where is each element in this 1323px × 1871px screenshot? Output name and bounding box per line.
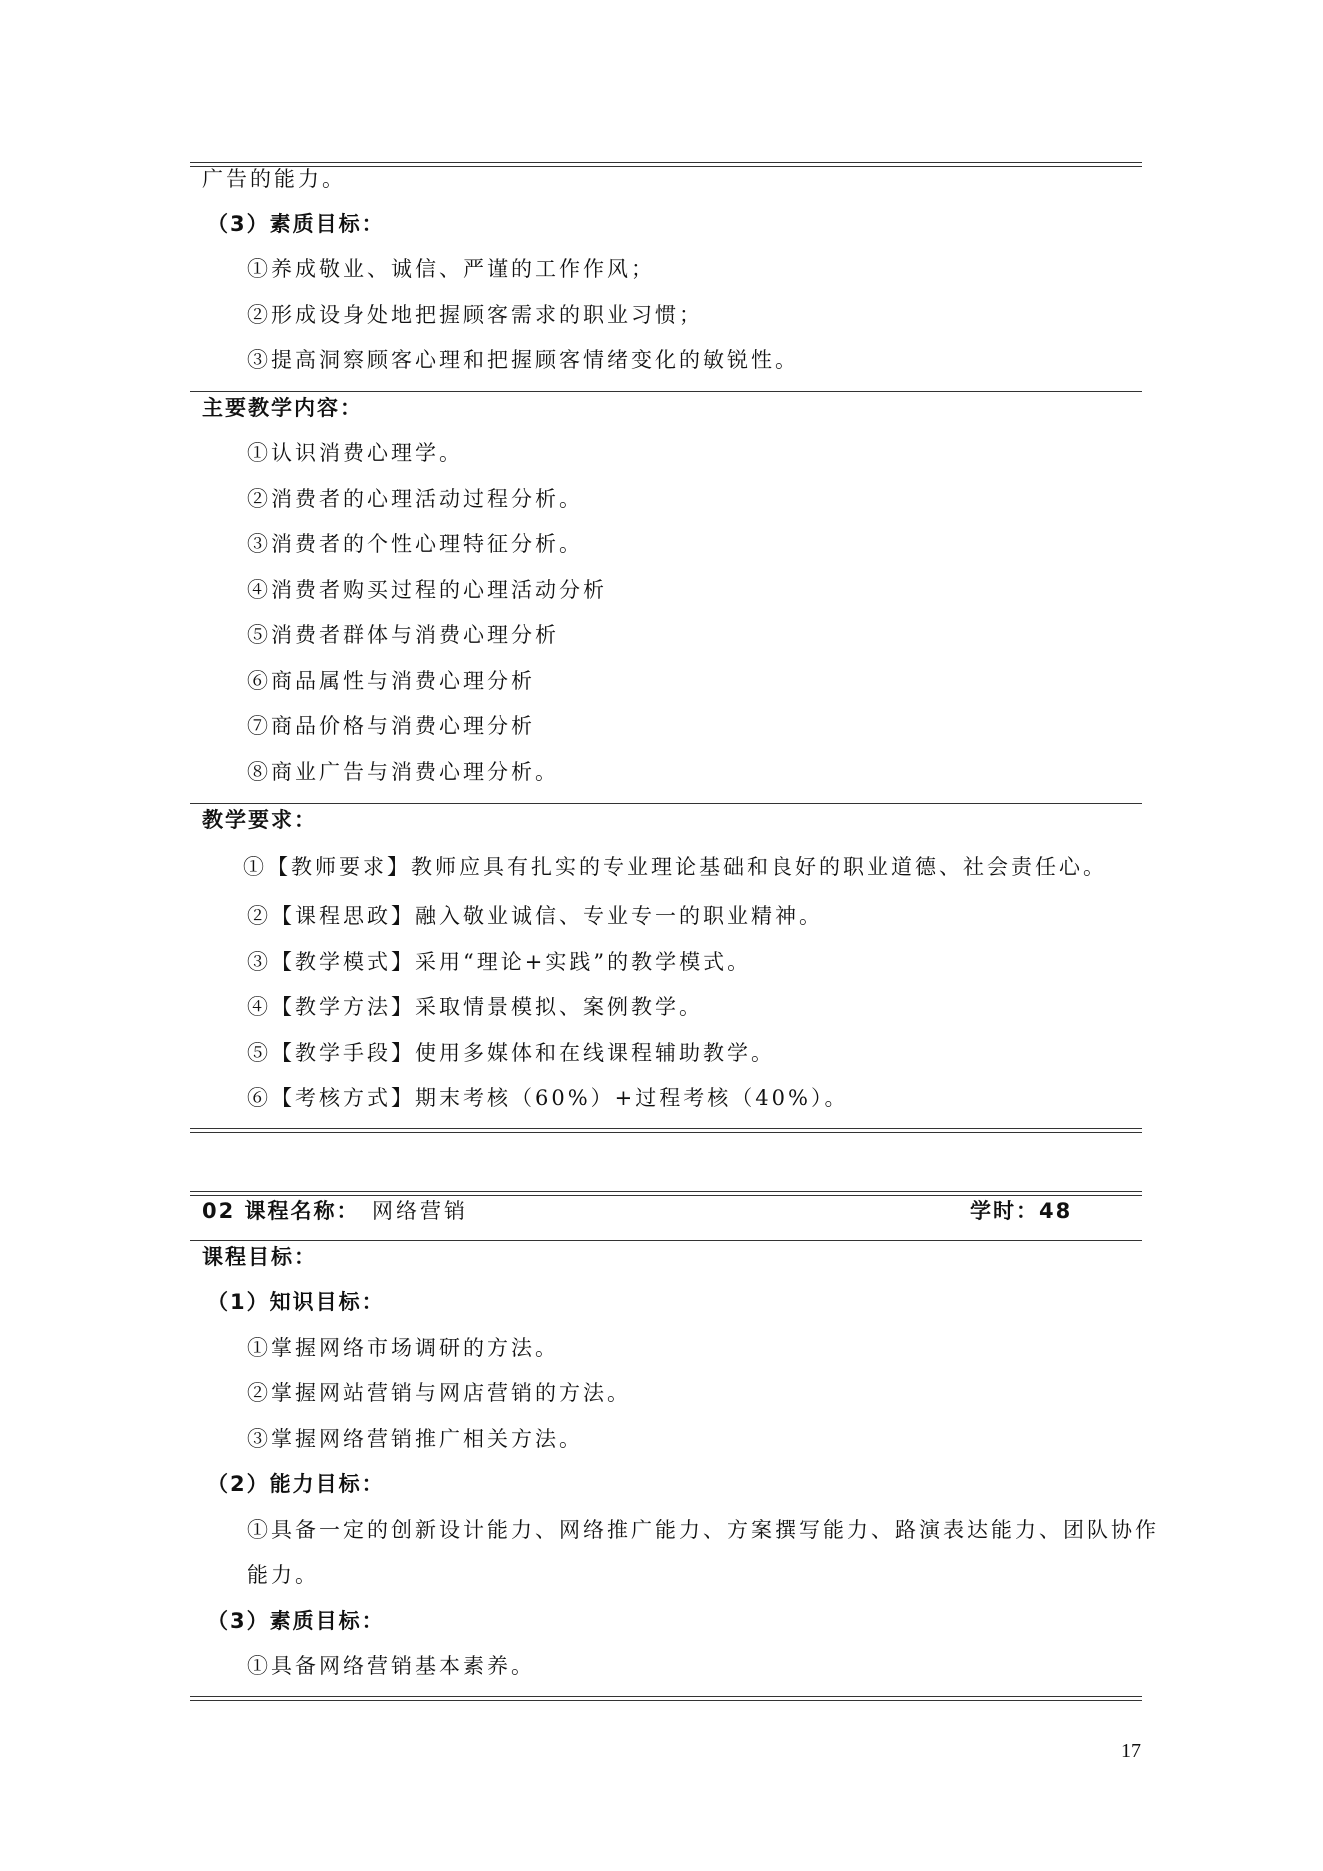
ability-heading: （2）能力目标： [207,1472,385,1496]
knowledge-heading: （1）知识目标： [207,1290,385,1314]
course-hours: 学时：48 [970,1199,1073,1223]
knowledge-item: ③掌握网络营销推广相关方法。 [247,1427,583,1451]
content-item: ①认识消费心理学。 [247,441,463,465]
content-item: ④消费者购买过程的心理活动分析 [247,578,607,602]
page-number: 17 [1121,1740,1141,1762]
section-end-rule [190,1128,1142,1133]
requirement-item: ⑥【考核方式】期末考核（60%）+过程考核（40%）。 [247,1086,849,1110]
requirements-heading: 教学要求： [202,808,317,832]
knowledge-item: ①掌握网络市场调研的方法。 [247,1336,559,1360]
requirement-item: ④【教学方法】采取情景模拟、案例教学。 [247,995,703,1019]
bottom-rule [190,1696,1142,1701]
content-item: ③消费者的个性心理特征分析。 [247,532,583,556]
course-name: 网络营销 [372,1199,468,1223]
divider [190,803,1142,804]
intro-continuation: 广告的能力。 [202,167,346,191]
content-item: ②消费者的心理活动过程分析。 [247,487,583,511]
content-item: ⑧商业广告与消费心理分析。 [247,760,559,784]
requirement-item: ②【课程思政】融入敬业诚信、专业专一的职业精神。 [247,904,823,928]
ability-item-continuation: 能力。 [247,1563,319,1587]
quality-item: ③提高洞察顾客心理和把握顾客情绪变化的敏锐性。 [247,348,799,372]
course-label: 02 课程名称： [202,1199,360,1223]
content-item: ⑥商品属性与消费心理分析 [247,669,535,693]
objectives-heading: 课程目标： [202,1245,317,1269]
divider [190,391,1142,392]
quality-item: ①具备网络营销基本素养。 [247,1654,535,1678]
content-heading: 主要教学内容： [202,396,363,420]
quality-item: ①养成敬业、诚信、严谨的工作作风； [247,257,655,281]
requirement-item: ⑤【教学手段】使用多媒体和在线课程辅助教学。 [247,1041,775,1065]
content-item: ⑤消费者群体与消费心理分析 [247,623,559,647]
requirement-item: ①【教师要求】教师应具有扎实的专业理论基础和良好的职业道德、社会责任心。 [243,855,1107,879]
quality-heading: （3）素质目标： [207,212,385,236]
requirement-item: ③【教学模式】采用“理论+实践”的教学模式。 [247,950,752,974]
knowledge-item: ②掌握网站营销与网店营销的方法。 [247,1381,631,1405]
quality-item: ②形成设身处地把握顾客需求的职业习惯； [247,303,703,327]
ability-item: ①具备一定的创新设计能力、网络推广能力、方案撰写能力、路演表达能力、团队协作 [247,1518,1159,1542]
divider [190,1240,1142,1241]
content-item: ⑦商品价格与消费心理分析 [247,714,535,738]
quality-heading: （3）素质目标： [207,1609,385,1633]
